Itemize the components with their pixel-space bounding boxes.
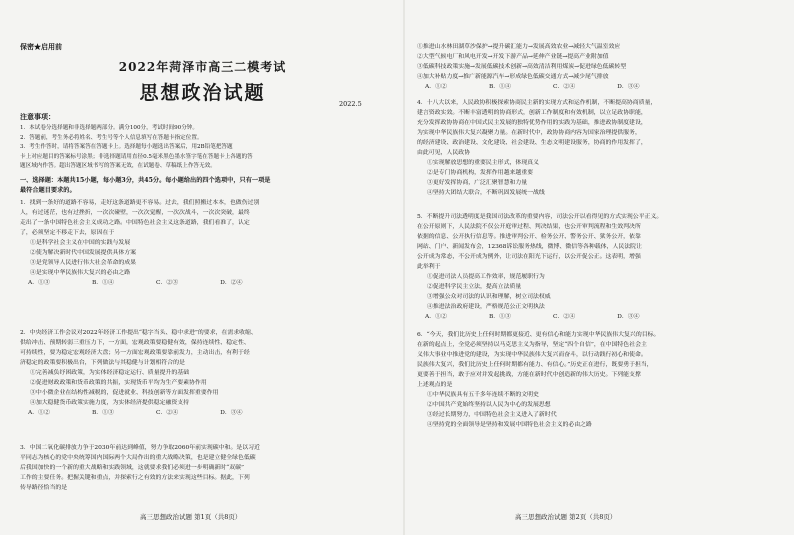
choice-c: C．②③ — [155, 280, 179, 286]
question-line: 4．十八大以来，人民政协积极探索协商民主新的实现方式和运作机制，不断提高协商质量， — [417, 100, 657, 106]
question-line: 后我国加快的一个新的重大战略和实践领域，这就要求我们必须进一步明确新时“双碳” — [20, 465, 244, 471]
option-statement: ③是党领导人民进行伟大社会革命的成果 — [30, 260, 137, 266]
option-statement: ③中小微企业在结构性减税的，促进就业、科技创新等方面发挥重要作用 — [30, 390, 219, 396]
choice-c: C．②④ — [155, 410, 179, 416]
choice-b: B．①③ — [91, 410, 114, 416]
choice-a: A．①② — [425, 84, 447, 90]
secret-label: 保密★启用前 — [20, 42, 62, 51]
exam-date: 2022.5 — [339, 100, 362, 108]
choice-a: A．①② — [425, 314, 447, 320]
notes-item: 卡上对应题目的答案标号涂黑；非选择题请用直径0.5毫米黑色墨水签字笔在答题卡上各题的答 — [20, 153, 253, 160]
question-line: 传导路径恰当的是 — [20, 485, 68, 491]
question-line: 供给冲击、预期转弱三重压力下，一方面，宏观政策要稳健有效，保持连续性、稳定性、 — [20, 340, 250, 346]
option-statement: ②促进财政政策和货币政策的共振，实现货币平均为生产要素协作用 — [30, 380, 207, 386]
question-line: 6．“今天，我们比历史上任何时期都更接近、更有信心和能力实现中华民族伟大复兴的目标。 — [417, 332, 660, 338]
notes-heading: 注意事项： — [20, 112, 55, 121]
notes-item: 3．考生作答时，请将答案答在答题卡上。选择题每小题选出答案后，用2B铅笔把答题 — [20, 144, 233, 150]
option-statement: ②使为解决新时代中国发展提供具体方案 — [30, 250, 137, 256]
option-statement: ②大型气候电厂和风电开发→开发下游产品→延伸产业链→提高产业附加值 — [417, 54, 609, 60]
question-line: 义伟大事业中推进党的建设，为实现中华民族伟大复兴而奋斗，以行动践行初心和使命。 — [417, 352, 647, 358]
question-line: 走出了一条中国特色社会主义成功之路。中国特色社会主义这条道路，我们看准了，认定 — [20, 220, 250, 226]
option-statement: ④加大稳健货币政策实施力度，为实体经济提供稳定融资支持 — [30, 400, 190, 406]
question-line: 充分发挥政协协商在中国式民主发展的独特优势作用的实践为基础，推进政协制度建设， — [417, 120, 647, 126]
choice-a: A．①② — [28, 410, 50, 416]
question-line: 平同志为核心的党中央统筹国内国际两个大局作出的重大战略决策，也是建立健全绿色低碳 — [20, 455, 256, 461]
question-line: 3．中国二氧化碳排放力争于2030年前达到峰值，努力争取2060年前实现碳中和。是以习近 — [20, 445, 260, 451]
question-line: 上述观点的是 — [417, 382, 453, 388]
question-line: 可持续性，要为稳定宏观经济大盘；另一方面宏观政策要靠前发力，主动出击，有利于经 — [20, 350, 250, 356]
question-line: 济稳定的政策要积极出台，下列做法与其稳健与计划相符合的是 — [20, 360, 185, 366]
option-statement: ①中华民族具有五千多年连续不断的文明史 — [427, 392, 539, 398]
question-line: 公开成为常态，不公开成为例外，让司法在阳光下运行，以公开促公正。这表明，增强 — [417, 254, 641, 260]
choice-b: B．①④ — [91, 280, 114, 286]
notes-block — [20, 124, 388, 172]
option-statement: ①实现解放思想的重要民主形式，体现真义 — [427, 160, 539, 166]
option-statement: ②是专门协商机构，发挥作用越来越重要 — [427, 170, 534, 176]
option-statement: ③经过长期努力，中国特色社会主义进入了新时代 — [427, 412, 557, 418]
option-statement: ④加大补贴力度→推广新能源汽车→形成绿色低碳交通方式→减少尾气排放 — [417, 74, 609, 80]
question-5 — [417, 212, 777, 322]
question-line: 在新的起点上，全党必须坚持以马克思主义为指导，坚定“四个自信”，在中国特色社会主 — [417, 342, 647, 348]
question-3-options — [417, 42, 777, 92]
section-heading-line: 最符合题目要求的。 — [20, 187, 76, 194]
question-line: 2．中央经济工作会议对2022年经济工作提出“稳字当头、稳中求进”的要求，在需求收缩、 — [20, 330, 257, 336]
question-line: 人，有过迷茫，也有过挫折，一次次碰壁，一次次觉醒，一次次战斗，一次次突破，最终 — [20, 210, 250, 216]
question-line: 此举利于 — [417, 264, 441, 270]
option-statement: ①推进山水林田湖草沙保护→提升碳汇能力→发展高效农业→减轻大气温室效应 — [417, 44, 621, 50]
option-statement: ②中国共产党始终坚持以人民为中心的发展思想 — [427, 402, 551, 408]
page-footer: 高三思想政治试题 第2页（共8页） — [515, 513, 617, 521]
page-footer: 高三思想政治试题 第1页（共8页） — [140, 513, 242, 521]
choice-c: C．②④ — [552, 314, 576, 320]
question-line: 民族伟大复兴，我们比历史上任何时期都有能力、有信心。”历史正在进行，既要勇于担当， — [417, 362, 653, 368]
notes-item: 2．答题前，考生务必将姓名、考生号等个人信息填写在答题卡指定位置。 — [20, 134, 203, 141]
option-statement: ③增强公众对司法的认识和理解，树立司法权威 — [427, 294, 551, 300]
question-line: 依据的信息、公开执行信息等。推进审判公开、检务公开、警务公开、狱务公开，依靠 — [417, 234, 641, 240]
option-statement: ③低碳科技政策实施→发展低碳技术创新→高效清洁利用煤炭→促进绿色低碳转型 — [417, 64, 627, 70]
notes-item: 1．本试卷分选择题和非选择题两部分。满分100分，考试时间90分钟。 — [20, 125, 198, 131]
choice-c: C．②④ — [552, 84, 576, 90]
option-statement: ④是实现中华民族伟大复兴的必由之路 — [30, 270, 131, 276]
question-line: 由此可见，人民政协 — [417, 150, 471, 156]
option-statement: ③更好发挥协商，广泛汇聚智慧和力量 — [427, 180, 528, 186]
notes-item: 题区域内作答。超出答题区域书写的答案无效，在试题卷、草稿纸上作答无效。 — [20, 163, 216, 169]
question-line: 为实现中华民族伟大复兴凝聚力量。在新时代中，政协协商内容为国家治理提供服务， — [417, 130, 641, 136]
section-heading — [20, 176, 388, 196]
exam-title: 2022年菏泽市高三二模考试 — [118, 60, 287, 74]
question-line: 在公开原则下，人民法院不仅公开庭审过程、判决结果，也公开审判流程和生效判决所 — [417, 224, 641, 230]
question-line: 工作的主要任务。把握关键和重点，并探索行之有效的方法来实现这些目标。据此，下列 — [20, 475, 250, 481]
option-statement: ④坚持党的全面领导是坚持和发展中国特色社会主义的必由之路 — [427, 422, 592, 428]
choice-d: D．③④ — [617, 84, 640, 90]
answer-choices — [417, 82, 777, 92]
question-line: 网站、门户、新闻发布会，12368诉讼服务热线，微博、微信等各种载体，人民法院让 — [417, 244, 642, 250]
option-statement: ①是科学社会主义在中国的实践与发展 — [30, 240, 131, 246]
right-page — [405, 0, 794, 535]
question-3 — [20, 443, 390, 493]
question-line: 的经济建设、政治建设、文化建设、社会建设、生态文明建设服务，协商的作用发挥了， — [417, 140, 647, 146]
option-statement: ①促进司法人员提高工作效率，规范履职行为 — [427, 274, 545, 280]
option-statement: ④推进法治政府建设，严格规范公正文明执法 — [427, 304, 545, 310]
section-heading-line: 一、选择题：本题共15小题，每小题3分，共45分。每小题给出的四个选项中，只有一项是 — [20, 177, 271, 184]
question-4 — [417, 98, 777, 198]
choice-d: D．③④ — [617, 314, 640, 320]
choice-b: B．①④ — [488, 84, 511, 90]
question-line: 5．不断提升司法透明度是我国司法改革的重要内容，司法公开以看得见的方式实现公平正义。 — [417, 214, 663, 220]
question-line: 1．找到一条好的道路不容易，走好这条道路更不容易。过去，我们照搬过本本，也做伤过别 — [20, 200, 260, 206]
choice-b: B．①③ — [488, 314, 511, 320]
option-statement: ④坚持大团结大联合，不断巩固发展统一战线 — [427, 190, 545, 196]
question-line: 更要善于担当，敢于应对并发起挑战，方能在新时代中创造新的伟大历史。下列能支撑 — [417, 372, 641, 378]
option-statement: ①完善减负纾困政策，为实体经济稳定运行、质量提升的基础 — [30, 370, 190, 376]
question-6 — [417, 330, 777, 430]
option-statement: ②促进科学民主立法，提高立法质量 — [427, 284, 522, 290]
question-line: 建言资政实效。不断丰富透明的协商形式，创新工作制度和有效机制，以立足政协职能， — [417, 110, 647, 116]
question-line: 了，必须坚定不移走下去，原因在于 — [20, 230, 115, 236]
answer-choices — [20, 408, 390, 418]
choice-d: D．③④ — [220, 410, 243, 416]
choice-a: A．①③ — [28, 280, 50, 286]
question-2 — [20, 328, 390, 418]
answer-choices — [20, 278, 390, 288]
choice-d: D．②④ — [220, 280, 243, 286]
question-1 — [20, 198, 390, 288]
subject-title: 思想政治试题 — [139, 82, 266, 104]
answer-choices — [417, 312, 777, 322]
